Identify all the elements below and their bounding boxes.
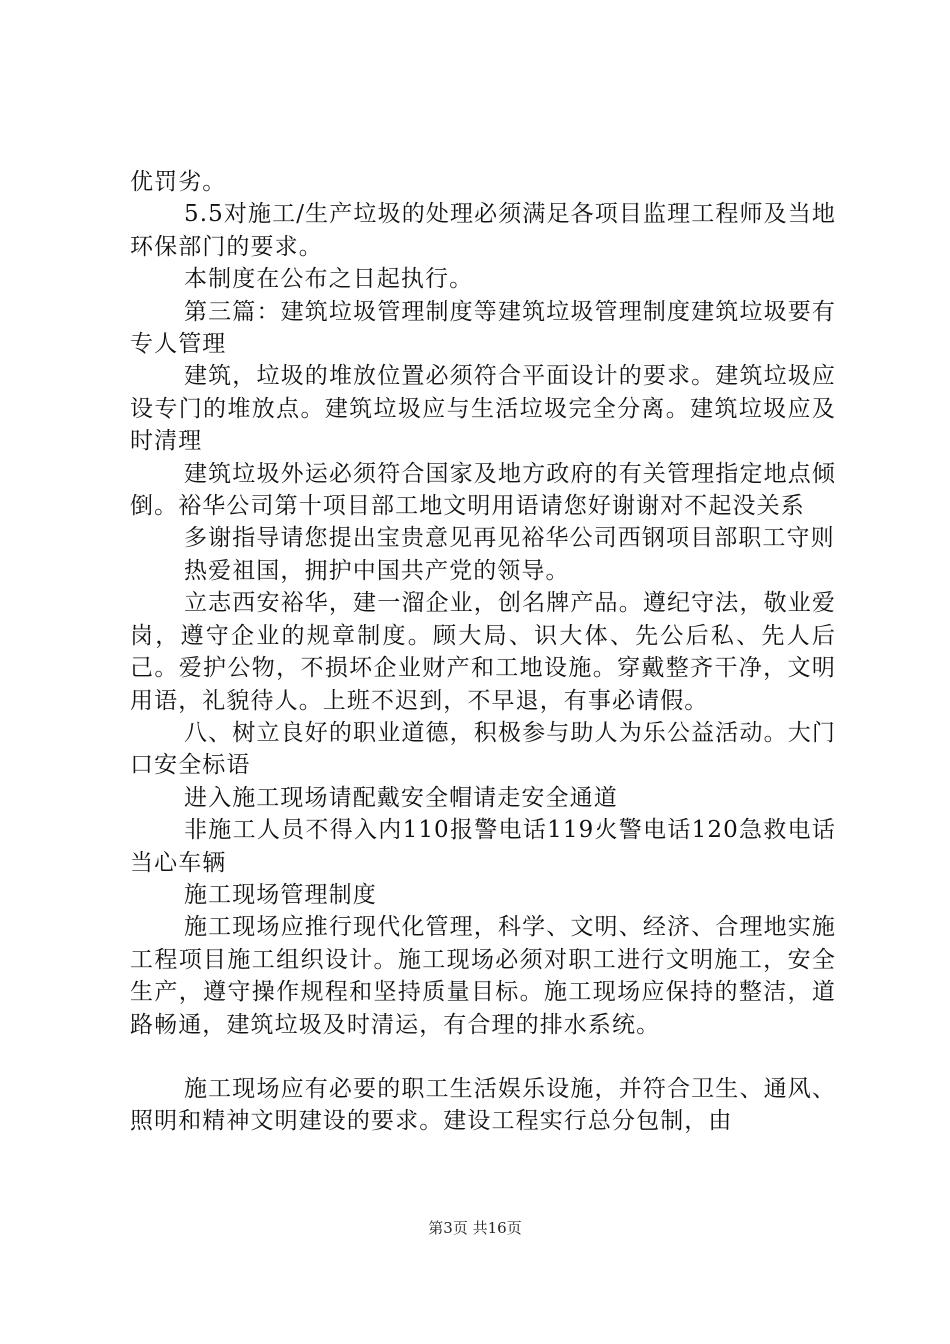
paragraph-9: 立志西安裕华，建一溜企业，创名牌产品。遵纪守法，敬业爱岗，遵守企业的规章制度。顾大局、识大体、先公后私、先人后己。爱护公物，不损坏企业财产和工地设施。穿戴整齐干净，文明用语，礼貌待人。上班不迟到，不早退，有事必请假。	[130, 590, 836, 714]
document-body	[130, 166, 836, 1138]
paragraph-7: 多谢指导请您提出宝贵意见再见裕华公司西钢项目部职工守则	[184, 525, 835, 552]
paragraph-3: 本制度在公布之日起执行。	[184, 266, 474, 293]
paragraph-14: 施工现场应推行现代化管理，科学、文明、经济、合理地实施工程项目施工组织设计。施工现场必须对职工进行文明施工，安全生产，遵守操作规程和坚持质量目标。施工现场应保持的整洁，道路畅通，建筑垃圾及时清运，有合理的排水系统。	[130, 914, 836, 1038]
paragraph-gap	[130, 1041, 836, 1073]
paragraph-11: 进入施工现场请配戴安全帽请走安全通道	[184, 784, 618, 811]
paragraph-2: 5.5对施工/生产垃圾的处理必须满足各项目监理工程师及当地环保部门的要求。	[130, 201, 836, 260]
paragraph-1: 优罚劣。	[130, 169, 227, 195]
paragraph-5: 建筑，垃圾的堆放位置必须符合平面设计的要求。建筑垃圾应设专门的堆放点。建筑垃圾应与生活垃圾完全分离。建筑垃圾应及时清理	[130, 363, 836, 455]
paragraph-4: 第三篇：建筑垃圾管理制度等建筑垃圾管理制度建筑垃圾要有专人管理	[130, 298, 836, 358]
page-footer: 第3页 共16页	[428, 1219, 522, 1237]
paragraph-8: 热爱祖国，拥护中国共产党的领导。	[184, 557, 570, 584]
paragraph-6: 建筑垃圾外运必须符合国家及地方政府的有关管理指定地点倾倒。裕华公司第十项目部工地文明用语请您好谢谢对不起没关系	[130, 460, 836, 520]
paragraph-12: 非施工人员不得入内110报警电话119火警电话120急救电话当心车辆	[130, 817, 836, 876]
paragraph-10: 八、树立良好的职业道德，积极参与助人为乐公益活动。大门口安全标语	[130, 719, 836, 779]
paragraph-13: 施工现场管理制度	[184, 881, 377, 908]
paragraph-15: 施工现场应有必要的职工生活娱乐设施，并符合卫生、通风、照明和精神文明建设的要求。建设工程实行总分包制，由	[130, 1075, 836, 1135]
